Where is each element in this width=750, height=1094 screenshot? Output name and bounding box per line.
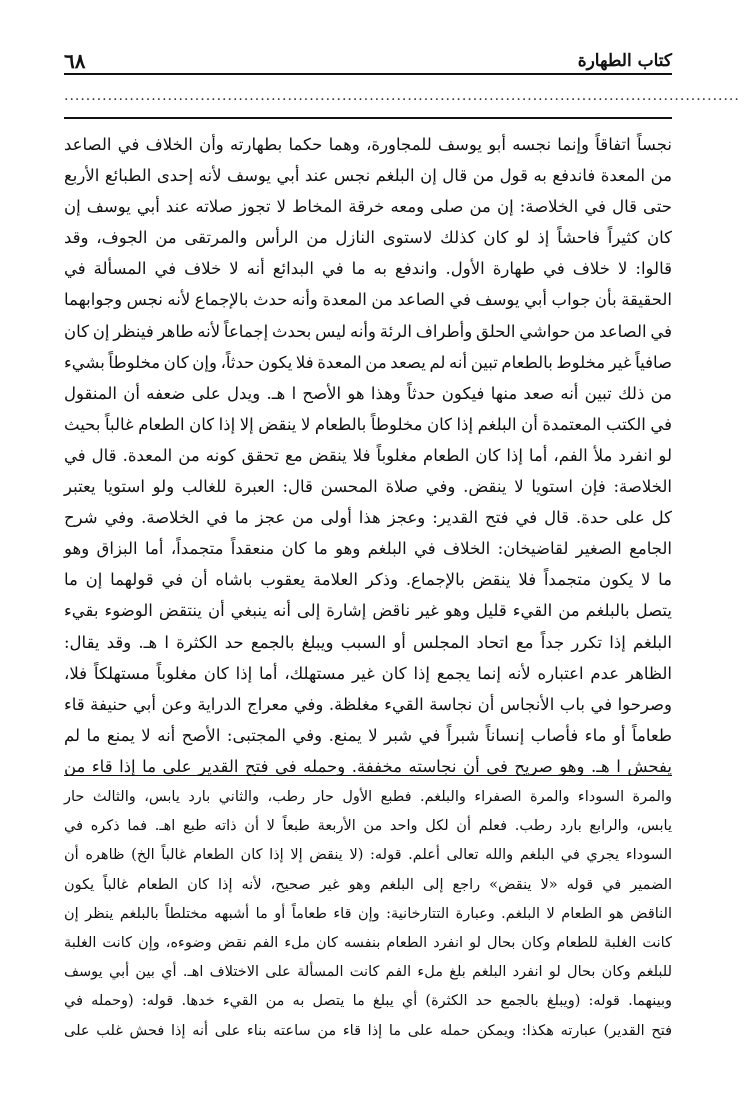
text-line: يفحش ا هـ. وهو صريح في أن نجاسته مخففة. وحمله في فتح القدير على ما إذا قاء من xyxy=(64,756,672,776)
text-line: نجساً اتفاقاً وإنما نجسه أبو يوسف للمجاورة، وهما حكما بطهارته وأن الخلاف في الصاعد xyxy=(64,135,672,154)
text-line: من المعدة فاندفع به قول من قال إن البلغم نجس عند أبي يوسف لأنه إحدى الطبائع الأربع xyxy=(64,166,672,186)
text-line: وصرحوا في باب الأنجاس أن نجاسة القيء مغلظة. وفي معراج الدراية وعن أبي حنيفة قاء xyxy=(64,694,672,714)
footnote-line: والمرة السوداء والمرة الصفراء والبلغم. فطبع الأول حار رطب، والثاني بارد يابس، والثالث حار xyxy=(64,789,672,805)
text-line: كل على حدة. قال في فتح القدير: وعجز هذا أولى من عجز ما في الخلاصة. وفي شرح xyxy=(64,508,672,528)
text-line: كان كثيراً فاحشاً إذ لو كان كذلك لاستوى النازل من الرأس والمرتقى من الجوف، وقد xyxy=(64,228,672,248)
text-line: حتى قال في الخلاصة: إن من صلى ومعه خرقة المخاط لا تجوز صلاته عند أبي يوسف إن xyxy=(64,197,672,217)
text-line: صافياً غير مخلوط بالطعام تبين أنه لم يصعد من المعدة فلا يكون حدثاً، وإن كان مخلوطاً بشيء xyxy=(64,352,672,372)
footnote-line: كانت الغلبة للطعام وكان بحال لو انفرد الطعام بنفسه كان ملء الفم نقض وضوءه، وإن كانت الغلبة xyxy=(64,934,672,951)
footnote-line: يابس، والرابع بارد رطب. فعلم أن لكل واحد من الأربعة طبعاً لا أن ذاته طبع اهـ. فما ذكره في xyxy=(64,818,672,835)
header-rule xyxy=(64,73,672,75)
dotted-separator: ............................................................................................................................ xyxy=(64,88,740,104)
footnotes xyxy=(64,783,672,1046)
footnote-line: الضمير في قوله «لا ينقض» راجع إلى البلغم وهو غير صحيح، لأنه إذا كان الطعام غالباً يكون xyxy=(64,876,672,893)
text-line: طعاماً أو ماء فأصاب إنساناً شبراً في شبر لا يمنع. وفي المجتبى: الأصح أنه لا يمنع ما لم xyxy=(64,725,672,745)
text-line: البلغم إذا تكرر جداً مع اتحاد المجلس أو السبب ويبلغ بالجمع حد الكثرة ا هـ. وقد يقال: xyxy=(64,632,672,652)
main-text xyxy=(64,129,672,782)
footnote-rule xyxy=(64,775,672,776)
text-line: لو انفرد ملأ الفم، أما إذا كان الطعام مغلوباً فلا ينقض مع تحقق كونه من المعدة. قال في xyxy=(64,445,672,465)
text-line: في الكتب المعتمدة أن البلغم إذا كان مخلوطاً بالطعام لا ينقض إلا إذا كان الطعام غالباً بحيث xyxy=(64,414,672,434)
text-line: في الصاعد من حواشي الحلق وأطراف الرئة وأنه ليس بحدث إجماعاً لأنه طاهر فينظر إن كان xyxy=(64,321,672,341)
book-title: كتاب الطهارة xyxy=(577,51,672,71)
text-line: الجامع الصغير لقاضيخان: الخلاف في البلغم وهو ما كان منعقداً متجمداً، أما البزاق وهو xyxy=(64,539,672,559)
footnote-line: فتح القدير) عبارته هكذا: ويمكن حمله على ما إذا قاء من ساعته بناء على أنه إذا فحش غلب على xyxy=(64,1022,672,1039)
text-line: قالوا: لا خلاف في طهارة الأول. واندفع به ما في البدائع أنه لا خلاف في المسألة في xyxy=(64,259,672,279)
footnote-line: الناقض هو الطعام لا البلغم. وعبارة التتارخانية: وإن قاء طعاماً أو ما أشبهه مختلطاً بالبلغم ينظر إن xyxy=(64,905,672,922)
page-number: ٦٨ xyxy=(64,49,86,73)
footnote-line: السوداء يجري في البلغم والله تعالى أعلم. قوله: (لا ينقض إلا إذا كان الطعام غالباً الخ) ظاهره أن xyxy=(64,847,672,864)
text-line: من ذلك تبين أنه صعد منها فيكون حدثاً وهذا هو الأصح ا هـ. ويدل على ضعفه أن المنقول xyxy=(64,383,672,403)
page-header xyxy=(64,44,672,72)
text-line: الحقيقة بأن جواب أبي يوسف في الصاعد من المعدة وأنه حدث بالإجماع لأنه نجس وجوابهما xyxy=(64,290,672,310)
footnote-line: للبلغم وكان بحال لو انفرد البلغم بلغ ملء الفم كانت المسألة على الاختلاف اهـ. أي بين أبي يوسف xyxy=(64,964,672,981)
text-line: الخلاصة: فإن استويا لا ينقض. وفي صلاة المحسن قال: العبرة للغالب ولو استويا يعتبر xyxy=(64,477,672,497)
text-line: الظاهر عدم اعتباره لأنه إنما يجمع إذا كان غير مستهلك، أما إذا كان مغلوباً مستهلكاً فلا، xyxy=(64,663,672,683)
footnote-line: وبينهما. قوله: (ويبلغ بالجمع حد الكثرة) أي يبلغ ما يتصل به من القيء خدها. قوله: (وحمله في xyxy=(64,993,672,1010)
body-rule xyxy=(64,117,672,119)
text-line: يتصل بالبلغم من القيء قليل وهو غير ناقض إشارة إلى أنه ينبغي أن ينتقض الوضوء بقيء xyxy=(64,601,672,621)
text-line: ما لا يكون متجمداً فلا ينقض بالإجماع. وذكر العلامة يعقوب باشاه أن في قولهما إن ما xyxy=(64,570,672,590)
